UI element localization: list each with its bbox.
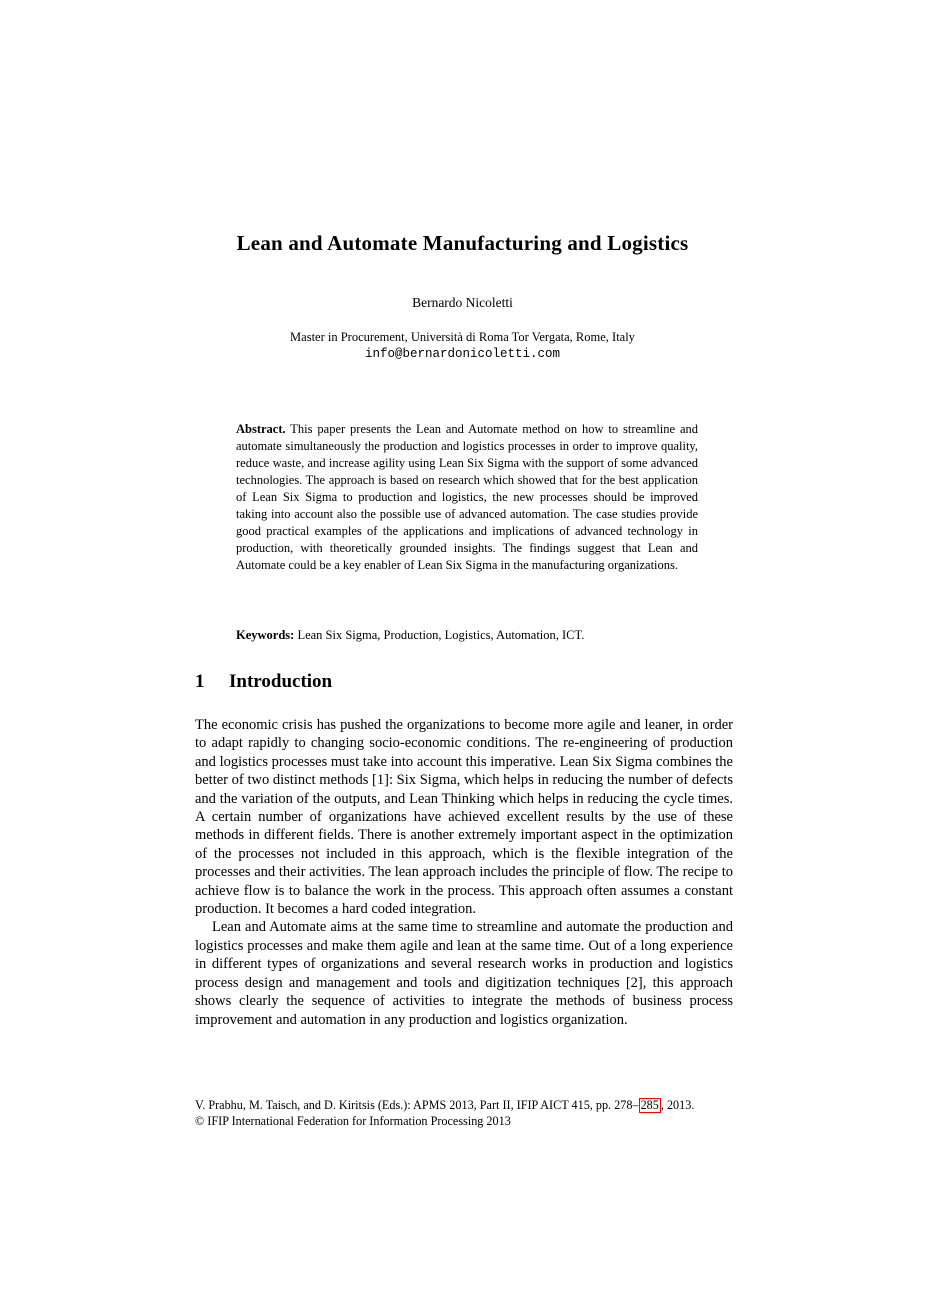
abstract-text: This paper presents the Lean and Automate method on how to streamline and automate simultaneously the production and logistics processes in order to improve quality, reduce waste, and increase agility using Lean Six Sigma with the support of some advanced technologies. The approach is based on research which showed that for the best application of Lean Six Sigma to production and logistics, the new processes should be improved taking into account also the possible use of advanced automation. The case studies provide good practical examples of the applications and implications of advanced technology in production, with theoretically grounded insights. The findings suggest that Lean and Automate could be a key enabler of Lean Six Sigma in the manufacturing organizations. — [236, 422, 698, 572]
keywords-line — [236, 627, 698, 644]
page-footer — [195, 1097, 755, 1129]
section-number: 1 — [195, 671, 205, 692]
abstract-label: Abstract. — [236, 422, 286, 436]
section-heading — [195, 671, 733, 693]
author-affiliation: Master in Procurement, Università di Roma Tor Vergata, Rome, Italy — [290, 330, 635, 344]
author-email: info@bernardonicoletti.com — [364, 347, 561, 361]
author-name: Bernardo Nicoletti — [412, 295, 513, 310]
citation-text-suffix: , 2013. — [660, 1098, 695, 1112]
body-paragraph-1: The economic crisis has pushed the organizations to become more agile and leaner, in order to adapt rapidly to changing socio-economic conditions. The re-engineering of production and logistics processes must take into account this imperative. Lean Six Sigma combines the better of two distinct methods [1]: Six Sigma, which helps in reducing the number of defects and the variation of the outputs, and Lean Thinking which helps in reducing the cycle times. A certain number of organizations have achieved excellent results by the use of these methods in different fields. There is another extremely important aspect in the optimization of the processes not included in this approach, which is the flexible integration of the processes and their activities. The lean approach includes the principle of flow. The recipe to achieve flow is to balance the work in the process. This approach often assumes a constant production. It becomes a hard coded integration. — [195, 717, 733, 918]
keywords-text: Lean Six Sigma, Production, Logistics, Automation, ICT. — [297, 628, 585, 642]
body-paragraph-2: Lean and Automate aims at the same time to streamline and automate the production and logistics processes and make them agile and lean at the same time. Out of a long experience in different types of organizations and several research works in production and logistics process design and management and tools and digitization techniques [2], this approach shows clearly the sequence of activities to integrate the methods of business process improvement and automation in any production and logistics organization. — [195, 919, 733, 1028]
introduction-body — [195, 716, 733, 1029]
citation-text: V. Prabhu, M. Taisch, and D. Kiritsis (Eds.): APMS 2013, Part II, IFIP AICT 415, pp. 278– — [195, 1098, 639, 1112]
footer-citation-line — [195, 1097, 755, 1113]
paper-title: Lean and Automate Manufacturing and Logistics — [236, 231, 689, 255]
keywords-label: Keywords: — [236, 628, 295, 642]
abstract-paragraph — [236, 421, 698, 574]
section-title: Introduction — [229, 671, 333, 692]
footer-copyright-line: © IFIP International Federation for Information Processing 2013 — [195, 1114, 511, 1128]
citation-page-link[interactable]: 285 — [640, 1098, 659, 1112]
